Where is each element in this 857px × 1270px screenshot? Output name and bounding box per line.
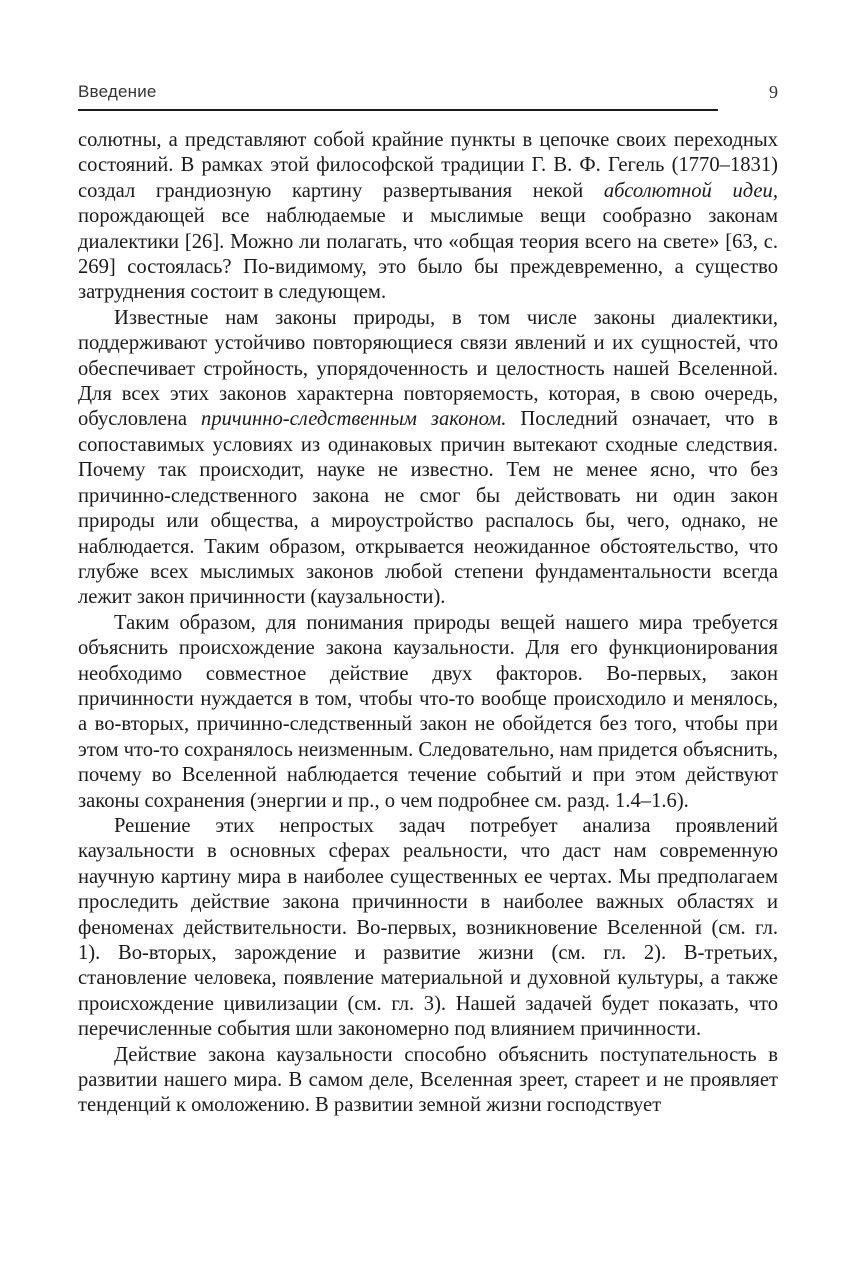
text-run: Действие закона каузальности способно объяснить поступательность в развитии нашего мира. В самом деле, Вселенная зреет, стареет и не проявляет тенденций к омоложению. В развитии земной жизни господствует xyxy=(78,1043,778,1117)
text-run: Решение этих непростых задач потребует анализа проявлений каузальности в основных сферах реальности, что даст нам современную научную картину мира в наиболее существенных ее чертах. Мы предполагаем проследить действие закона причинности в наиболее важных областях и феноменах действительности. Во-первых, возникновение Вселенной (см. гл. 1). Во-вторых, зарождение и развитие жизни (см. гл. 2). В-третьих, становление человека, появление материальной и духовной культуры, а также происхождение цивилизации (см. гл. 3). Нашей задачей будет показать, что перечисленные события шли закономерно под влиянием причинности. xyxy=(78,814,778,1041)
text-run: Таким образом, для понимания природы вещей нашего мира требуется объяснить происхождение закона каузальности. Для его функционирования необходимо совместное действие двух факторов. Во-первых, закон причинности нуждается в том, чтобы что-то вообще происходило и менялось, а во-вторых, причинно-следственный закон не обойдется без того, чтобы при этом что-то сохранялось неизменным. Следовательно, нам придется объяснить, почему во Вселенной наблюдается течение событий и при этом действуют законы сохранения (энергии и пр., о чем подробнее см. разд. 1.4–1.6). xyxy=(78,611,778,812)
page-number: 9 xyxy=(769,82,778,102)
paragraph-2 xyxy=(78,306,778,611)
paragraph-3 xyxy=(78,611,778,814)
text-run: Известные нам законы природы, в том числе законы диалектики, поддерживают устойчиво повторяющиеся связи явлений и их сущностей, что обеспечивает стройность, упорядоченность и целостность нашей Вселенной. Для всех этих законов характерна повторяемость, которая, в свою очередь, обусловлена xyxy=(78,306,778,431)
emphasis-run: причинно-следственным законом. xyxy=(201,408,507,431)
paragraph-4 xyxy=(78,814,778,1043)
paragraph-1 xyxy=(78,128,778,306)
header-rule xyxy=(78,109,718,111)
section-title: Введение xyxy=(78,82,157,101)
book-page xyxy=(78,78,778,1119)
paragraph-5 xyxy=(78,1043,778,1119)
text-run: порождающей все наблюдаемые и мыслимые вещи сообразно законам диалектики [26]. Можно ли полагать, что «общая теория всего на свете» [63, с. 269] состоялась? По-видимому, это было бы преждевременно, а существо затруднения состоит в следующем. xyxy=(78,205,778,304)
text-run: солютны, а представляют собой крайние пункты в цепочке своих переходных состояний. В рамках этой философской традиции Г. В. Ф. Гегель (1770–1831) создал грандиозную картину развертывания некой xyxy=(78,129,778,202)
running-header xyxy=(78,78,778,110)
emphasis-run: абсолютной идеи, xyxy=(603,179,778,202)
text-run: Последний означает, что в сопоставимых условиях из одинаковых причин вытекают сходные следствия. Почему так происходит, науке не известно. Тем не менее ясно, что без причинно-следственного закона не смог бы действовать ни один закон природы или общества, а мироустройство распалось бы, чего, однако, не наблюдается. Таким образом, открывается неожиданное обстоятельство, что глубже всех мыслимых законов любой степени фундаментальности всегда лежит закон причинности (каузальности). xyxy=(78,408,779,609)
body-text xyxy=(78,128,778,1119)
